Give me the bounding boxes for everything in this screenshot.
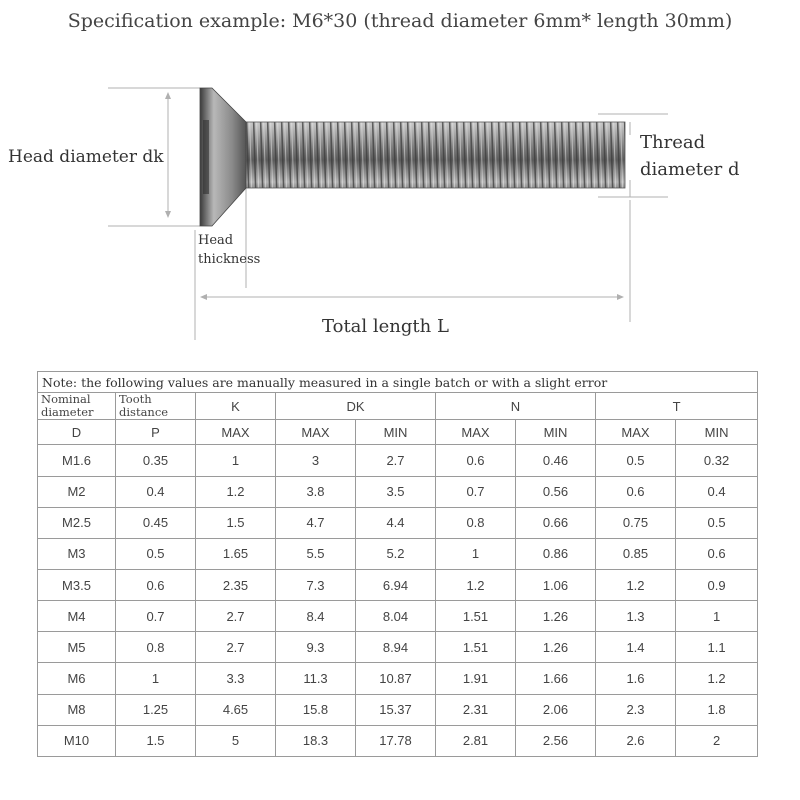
table-cell: 1.2 (676, 663, 758, 694)
table-cell: 1.65 (196, 538, 276, 569)
table-cell: 0.86 (516, 538, 596, 569)
table-row (38, 570, 758, 601)
table-cell: 3.5 (356, 476, 436, 507)
table-cell: 0.4 (676, 476, 758, 507)
table-cell: 7.3 (276, 570, 356, 601)
header-n-min: MIN (516, 420, 596, 445)
header-symbol-d: D (38, 420, 116, 445)
table-cell: 0.5 (116, 538, 196, 569)
head-diameter-label: Head diameter dk (8, 147, 164, 167)
table-cell: 1.5 (116, 725, 196, 756)
header-dk-max: MAX (276, 420, 356, 445)
table-cell: 0.8 (116, 632, 196, 663)
table-cell: 8.04 (356, 601, 436, 632)
table-cell: 5.2 (356, 538, 436, 569)
table-cell: 2.35 (196, 570, 276, 601)
header-dk-min: MIN (356, 420, 436, 445)
table-cell: 4.7 (276, 507, 356, 538)
screw-shank (240, 122, 625, 188)
table-cell: 1.1 (676, 632, 758, 663)
table-cell: 0.35 (116, 445, 196, 476)
table-cell: 3.3 (196, 663, 276, 694)
header-k-max: MAX (196, 420, 276, 445)
table-cell: M2 (38, 476, 116, 507)
table-cell: 10.87 (356, 663, 436, 694)
table-cell: 4.4 (356, 507, 436, 538)
table-cell: 1 (116, 663, 196, 694)
table-cell: 1.91 (436, 663, 516, 694)
table-cell: 1.06 (516, 570, 596, 601)
header-n: N (436, 393, 596, 420)
table-cell: M8 (38, 694, 116, 725)
table-cell: 1.5 (196, 507, 276, 538)
table-cell: 0.8 (436, 507, 516, 538)
table-cell: 2.56 (516, 725, 596, 756)
table-cell: M4 (38, 601, 116, 632)
table-cell: 1.2 (436, 570, 516, 601)
table-cell: M6 (38, 663, 116, 694)
table-cell: 2.3 (596, 694, 676, 725)
header-dk: DK (276, 393, 436, 420)
table-cell: 0.85 (596, 538, 676, 569)
table-cell: 1.2 (196, 476, 276, 507)
table-cell: 0.7 (436, 476, 516, 507)
table-row (38, 476, 758, 507)
table-cell: 2.06 (516, 694, 596, 725)
table-cell: 2.7 (196, 601, 276, 632)
table-row (38, 694, 758, 725)
table-row (38, 445, 758, 476)
screw-illustration (0, 0, 800, 360)
table-cell: M2.5 (38, 507, 116, 538)
screw-diagram (0, 0, 800, 360)
table-cell: 6.94 (356, 570, 436, 601)
table-cell: 0.4 (116, 476, 196, 507)
table-cell: 0.66 (516, 507, 596, 538)
table-cell: 0.46 (516, 445, 596, 476)
thread-diameter-label-line2: diameter d (640, 159, 740, 180)
specification-table (37, 371, 758, 757)
table-cell: 0.45 (116, 507, 196, 538)
header-n-max: MAX (436, 420, 516, 445)
header-t-max: MAX (596, 420, 676, 445)
table-cell: 0.32 (676, 445, 758, 476)
table-cell: 1.25 (116, 694, 196, 725)
table-cell: 5 (196, 725, 276, 756)
table-cell: 1.4 (596, 632, 676, 663)
table-cell: 18.3 (276, 725, 356, 756)
table-note: Note: the following values are manually measured in a single batch or with a slight error (38, 372, 758, 393)
table-cell: 2.6 (596, 725, 676, 756)
header-k: K (196, 393, 276, 420)
table-cell: 8.4 (276, 601, 356, 632)
table-cell: 11.3 (276, 663, 356, 694)
table-cell: 1.51 (436, 601, 516, 632)
table-row (38, 663, 758, 694)
table-cell: 0.6 (116, 570, 196, 601)
table-cell: 1.26 (516, 601, 596, 632)
table-cell: 2.7 (356, 445, 436, 476)
table-cell: 15.8 (276, 694, 356, 725)
table-cell: 2.7 (196, 632, 276, 663)
table-cell: 0.5 (676, 507, 758, 538)
table-cell: 1 (436, 538, 516, 569)
table-cell: 1.6 (596, 663, 676, 694)
head-thickness-label-line1: Head (198, 233, 234, 248)
table-cell: 1.8 (676, 694, 758, 725)
head-thickness-label-line2: thickness (198, 252, 261, 267)
table-cell: 8.94 (356, 632, 436, 663)
table-cell: M10 (38, 725, 116, 756)
total-length-label: Total length L (322, 316, 449, 337)
table-cell: 17.78 (356, 725, 436, 756)
table-cell: 1.2 (596, 570, 676, 601)
table-cell: 0.56 (516, 476, 596, 507)
table-row (38, 538, 758, 569)
table-cell: 1 (676, 601, 758, 632)
table-cell: 0.5 (596, 445, 676, 476)
table-row (38, 601, 758, 632)
table-row (38, 632, 758, 663)
table-cell: 0.75 (596, 507, 676, 538)
table-cell: 3.8 (276, 476, 356, 507)
table-row (38, 725, 758, 756)
table-row (38, 507, 758, 538)
table-cell: 1.51 (436, 632, 516, 663)
table-cell: M1.6 (38, 445, 116, 476)
table-cell: 2 (676, 725, 758, 756)
header-t: T (596, 393, 758, 420)
header-nominal-diameter: Nominal diameter (38, 393, 116, 420)
table-cell: M3 (38, 538, 116, 569)
spec-title: Specification example: M6*30 (thread diameter 6mm* length 30mm) (67, 10, 733, 32)
table-cell: 2.81 (436, 725, 516, 756)
table-cell: 0.6 (676, 538, 758, 569)
table-cell: M5 (38, 632, 116, 663)
table-cell: 0.6 (596, 476, 676, 507)
table-cell: 1 (196, 445, 276, 476)
table-cell: 1.26 (516, 632, 596, 663)
table-cell: 5.5 (276, 538, 356, 569)
table-cell: 9.3 (276, 632, 356, 663)
table-cell: 4.65 (196, 694, 276, 725)
header-tooth-distance: Tooth distance (116, 393, 196, 420)
table-cell: 0.7 (116, 601, 196, 632)
header-t-min: MIN (676, 420, 758, 445)
thread-diameter-label-line1: Thread (640, 132, 706, 153)
table-cell: 1.66 (516, 663, 596, 694)
table-cell: M3.5 (38, 570, 116, 601)
table-cell: 2.31 (436, 694, 516, 725)
table-cell: 15.37 (356, 694, 436, 725)
table-cell: 0.6 (436, 445, 516, 476)
table-cell: 0.9 (676, 570, 758, 601)
table-cell: 1.3 (596, 601, 676, 632)
header-symbol-p: P (116, 420, 196, 445)
table-cell: 3 (276, 445, 356, 476)
